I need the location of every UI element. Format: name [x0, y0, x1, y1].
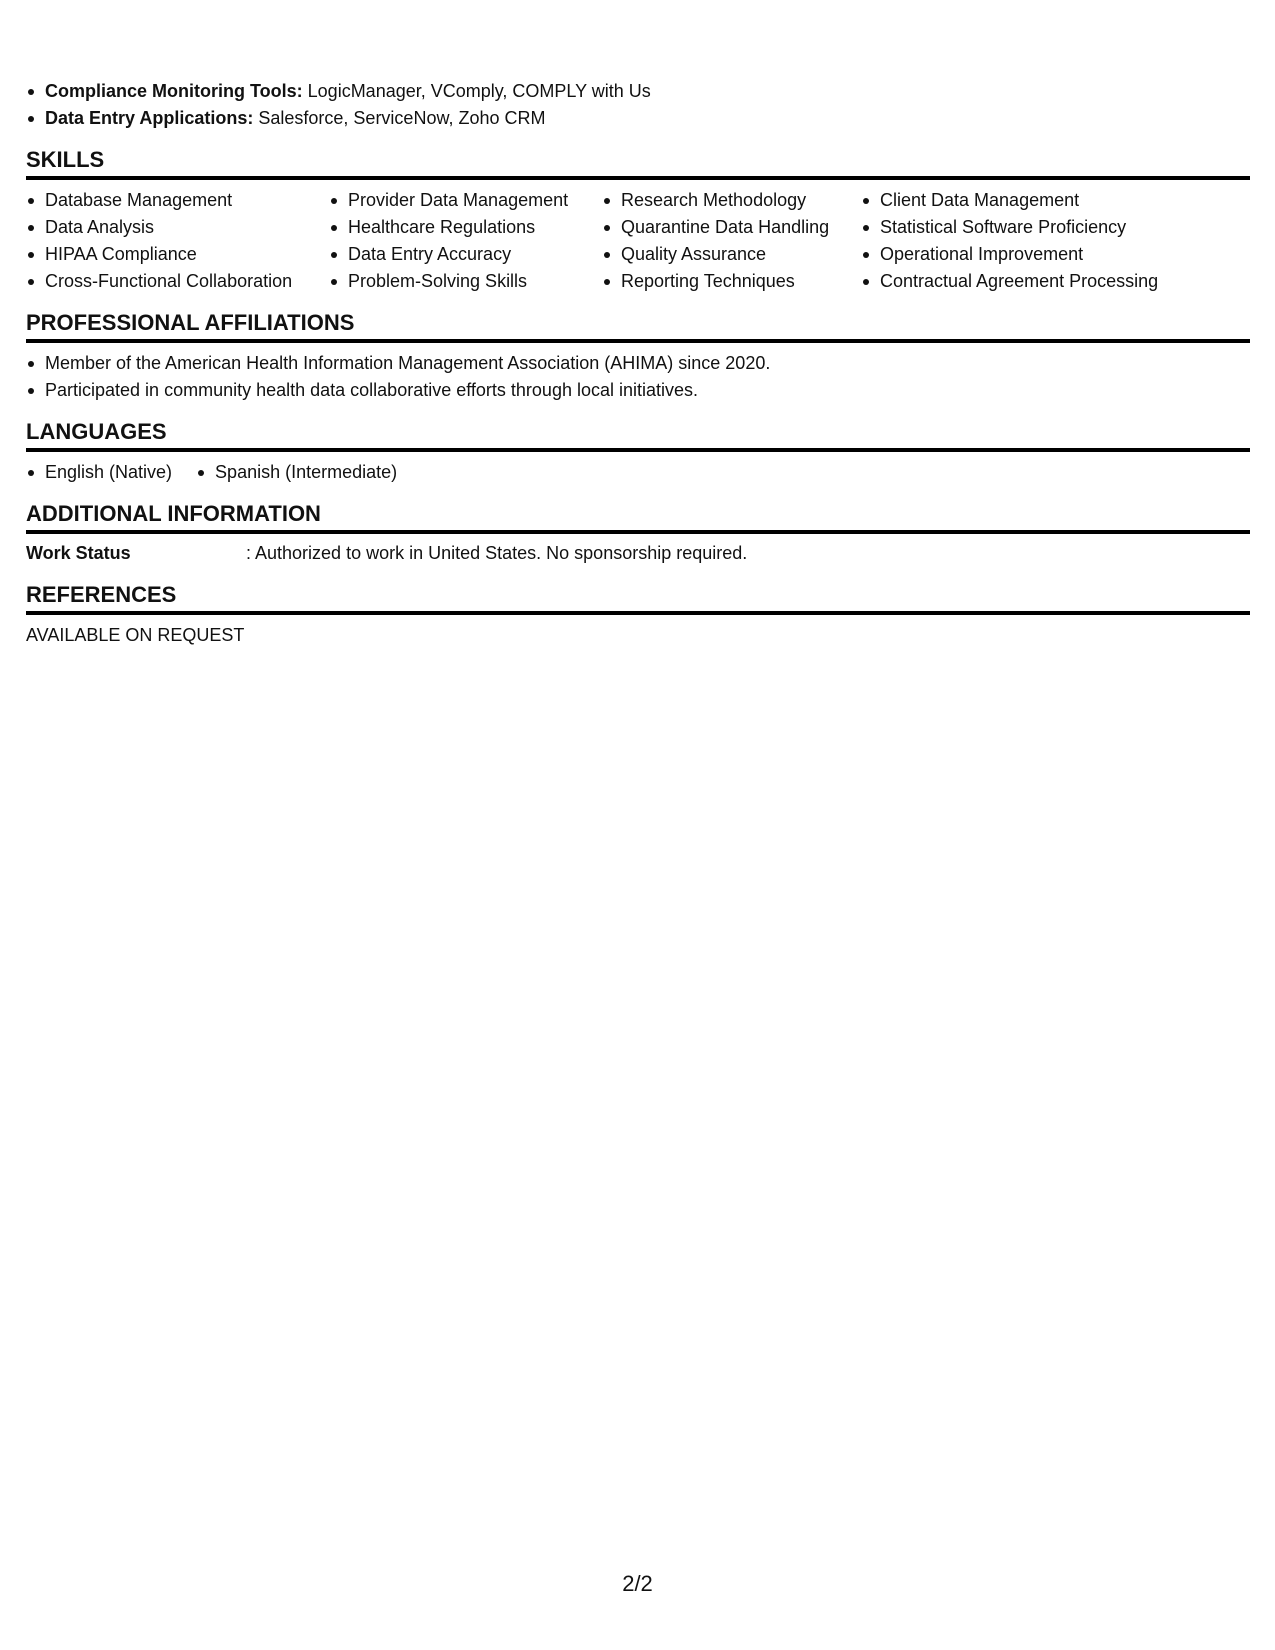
- skill-item: Contractual Agreement Processing: [861, 268, 1250, 295]
- work-status-row: [26, 540, 1250, 567]
- skill-item: Operational Improvement: [861, 241, 1250, 268]
- languages-heading: LANGUAGES: [26, 418, 1250, 452]
- tool-label: Compliance Monitoring Tools:: [45, 81, 303, 101]
- additional-info-heading: ADDITIONAL INFORMATION: [26, 500, 1250, 534]
- affiliation-item: Participated in community health data collaborative efforts through local initiatives.: [26, 377, 1250, 404]
- references-heading: REFERENCES: [26, 581, 1250, 615]
- page-number: 2/2: [622, 1571, 653, 1596]
- skill-item: Problem-Solving Skills: [329, 268, 602, 295]
- language-item: Spanish (Intermediate): [196, 459, 397, 486]
- skill-item: Data Analysis: [26, 214, 329, 241]
- additional-info-section: [26, 500, 1250, 567]
- skills-grid: [26, 187, 1250, 295]
- skill-item: Provider Data Management: [329, 187, 602, 214]
- tool-label: Data Entry Applications:: [45, 108, 254, 128]
- work-status-label: Work Status: [26, 543, 131, 563]
- skills-heading: SKILLS: [26, 146, 1250, 180]
- skills-column: [329, 187, 602, 295]
- references-text: AVAILABLE ON REQUEST: [26, 625, 245, 645]
- skills-column: [861, 187, 1250, 295]
- affiliations-section: [26, 309, 1250, 404]
- skill-item: Statistical Software Proficiency: [861, 214, 1250, 241]
- languages-list: [26, 459, 1250, 486]
- tool-value: Salesforce, ServiceNow, Zoho CRM: [253, 108, 546, 128]
- skills-column: [26, 187, 329, 295]
- skills-section: [26, 146, 1250, 295]
- skill-item: Client Data Management: [861, 187, 1250, 214]
- references-section: [26, 581, 1250, 649]
- tool-item-data-entry: [26, 105, 1250, 132]
- skill-item: Database Management: [26, 187, 329, 214]
- skill-item: Quarantine Data Handling: [602, 214, 861, 241]
- skill-item: Reporting Techniques: [602, 268, 861, 295]
- affiliations-list: [26, 350, 1250, 404]
- affiliation-item: Member of the American Health Information Management Association (AHIMA) since 2020.: [26, 350, 1250, 377]
- tool-item-compliance: [26, 78, 1250, 105]
- skill-item: Data Entry Accuracy: [329, 241, 602, 268]
- languages-section: [26, 418, 1250, 486]
- skill-item: Healthcare Regulations: [329, 214, 602, 241]
- skill-item: Research Methodology: [602, 187, 861, 214]
- skill-item: Quality Assurance: [602, 241, 861, 268]
- tool-value: LogicManager, VComply, COMPLY with Us: [302, 81, 651, 101]
- skill-item: HIPAA Compliance: [26, 241, 329, 268]
- resume-page: [26, 78, 1250, 649]
- skill-item: Cross-Functional Collaboration: [26, 268, 329, 295]
- work-status-value: : Authorized to work in United States. No sponsorship required.: [246, 543, 748, 563]
- affiliations-heading: PROFESSIONAL AFFILIATIONS: [26, 309, 1250, 343]
- tools-list: [26, 78, 1250, 132]
- skills-column: [602, 187, 861, 295]
- language-item: English (Native): [26, 459, 172, 486]
